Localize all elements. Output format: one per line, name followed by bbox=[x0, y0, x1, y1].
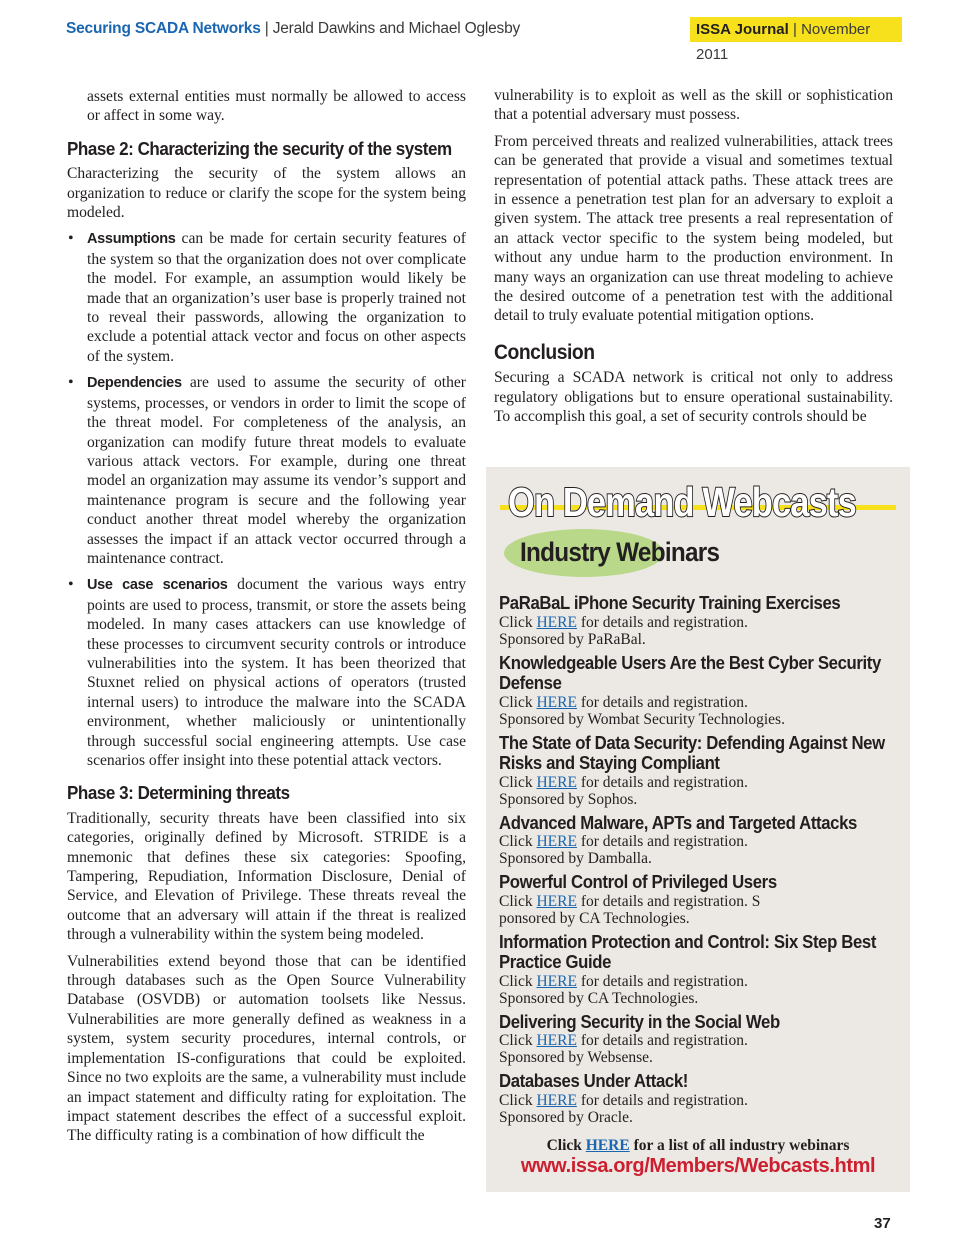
bullet-use-case-scenarios bbox=[67, 575, 466, 770]
here-link[interactable]: HERE bbox=[536, 972, 577, 990]
bullet-term: Use case scenarios bbox=[87, 577, 228, 594]
right-paragraph-1: vulnerability is to exploit as well as the skill or sophistication that a potential adversary must possess. bbox=[494, 87, 893, 124]
journal-issue: November 2011 bbox=[696, 21, 871, 63]
webinar-sponsor: Sponsored by PaRaBal. bbox=[499, 630, 646, 648]
article-title: Securing SCADA Networks bbox=[66, 20, 261, 37]
registration-text: for details and registration. bbox=[576, 613, 748, 631]
click-prefix: Click bbox=[499, 892, 537, 910]
webinar-registration bbox=[499, 614, 899, 631]
webcasts-ad-box bbox=[486, 467, 910, 1192]
webinar-sponsor: Sponsored by CA Technologies. bbox=[499, 989, 699, 1007]
here-link[interactable]: HERE bbox=[536, 1091, 577, 1109]
webinar-registration bbox=[499, 1032, 899, 1049]
footer-prefix: Click bbox=[546, 1137, 586, 1154]
webinar-title: Delivering Security in the Social Web bbox=[499, 1011, 780, 1032]
webinar-item bbox=[499, 872, 899, 927]
running-header-left bbox=[66, 20, 520, 38]
header-separator: | bbox=[264, 20, 269, 37]
phase2-bullet-list bbox=[67, 229, 466, 770]
webinar-sponsor: Sponsored by Websense. bbox=[499, 1049, 653, 1066]
conclusion-heading: Conclusion bbox=[494, 340, 595, 364]
bullet-text: document the various ways entry points are used to process, transmit, or store the assets being modeled. In many cases attackers can use knowledge of these processes to circumvent security controls or introduce vulnerabilities into the system. It has been theorized that Stuxnet relied on physical actions of operators (trusted internal users) to introduce the malware into the SCADA environment, whether maliciously or unintentionally through successful social engineering attempts. Use case scenarios offer insight into these potential attack vectors. bbox=[87, 576, 466, 769]
phase3-paragraph-2: Vulnerabilities extend beyond those that can be identified through databases such as the Open Source Vulnerability Database (OSVDB) or automation toolsets like Nessus. Vulnerabilities are more generally defined as weakness in a system, system security procedures, internal controls, or implementation IS-configurations that could be exploited. Since no two exploits are the same, a vulnerability must include an impact statement and difficulty rating for exploitation. The impact statement describes the effect of a successful exploit. The difficulty rating is a combination of how difficult the bbox=[67, 952, 466, 1145]
journal-separator: | bbox=[792, 21, 797, 38]
registration-text: for details and registration. bbox=[576, 1091, 748, 1109]
webinar-item bbox=[499, 1071, 899, 1126]
registration-text: for details and registration. bbox=[576, 833, 748, 850]
webinar-registration bbox=[499, 973, 899, 990]
webinar-sponsor: Sponsored by Oracle. bbox=[499, 1108, 633, 1126]
phase2-heading: Phase 2: Characterizing the security of the system bbox=[67, 137, 452, 159]
webinar-registration bbox=[499, 833, 899, 850]
webinar-title: Information Protection and Control: Six Step Best Practice Guide bbox=[499, 931, 877, 972]
registration-text: for details and registration. S bbox=[576, 892, 761, 910]
webinar-item bbox=[499, 932, 899, 1007]
registration-text: for details and registration. bbox=[576, 773, 748, 791]
click-prefix: Click bbox=[499, 693, 537, 711]
webinar-title: PaRaBaL iPhone Security Training Exercises bbox=[499, 593, 841, 613]
phase3-paragraph-1: Traditionally, security threats have been classified into six categories, originally defined by Microsoft. STRIDE is a mnemonic that defines these six categories: Spoofing, Tampering, Repudiation, Information Disclosure, Denial of Service, and Elevation of Privilege. These threats reveal the outcome that an adversary will attain if the threat is realized through a vulnerability within the system being modeled. bbox=[67, 809, 466, 944]
webinar-registration bbox=[499, 1092, 899, 1109]
all-webinars-here-link[interactable]: HERE bbox=[585, 1137, 630, 1154]
webinars-subtitle: Industry Webinars bbox=[520, 537, 720, 567]
here-link[interactable]: HERE bbox=[536, 773, 577, 791]
registration-text: for details and registration. bbox=[576, 693, 748, 711]
phase3-heading: Phase 3: Determining threats bbox=[67, 782, 290, 804]
webinar-item bbox=[499, 733, 899, 808]
webinar-title: Powerful Control of Privileged Users bbox=[499, 872, 777, 892]
webinar-title: Advanced Malware, APTs and Targeted Attacks bbox=[499, 812, 857, 833]
lead-paragraph: assets external entities must normally be allowed to access or affect in some way. bbox=[87, 88, 466, 125]
click-prefix: Click bbox=[499, 1091, 537, 1109]
here-link[interactable]: HERE bbox=[536, 833, 577, 850]
journal-name: ISSA Journal bbox=[696, 21, 789, 38]
registration-text: for details and registration. bbox=[576, 1032, 748, 1049]
left-column bbox=[67, 87, 466, 1153]
webinar-sponsor: Sponsored by Damballa. bbox=[499, 850, 652, 867]
webinar-registration bbox=[499, 774, 899, 791]
webinar-sponsor: Sponsored by Wombat Security Technologies. bbox=[499, 710, 785, 728]
footer-suffix: for a list of all industry webinars bbox=[629, 1137, 850, 1154]
webinar-sponsor: ponsored by CA Technologies. bbox=[499, 909, 690, 927]
click-prefix: Click bbox=[499, 613, 537, 631]
click-prefix: Click bbox=[499, 773, 537, 791]
webinar-title: Knowledgeable Users Are the Best Cyber Security Defense bbox=[499, 652, 881, 693]
webcasts-banner: On Demand Webcasts bbox=[508, 479, 856, 525]
all-webinars-line bbox=[486, 1137, 910, 1155]
bullet-text: can be made for certain security features of the system so that the organization does not over complicate the model. For example, an assumption would likely be made that an organization’s user base is properly trained not to reveal their passwords, allowing the organization to exclude a potential attack vector and focus on other aspects of the system. bbox=[87, 230, 466, 365]
webinar-registration bbox=[499, 694, 899, 711]
webcasts-url[interactable]: www.issa.org/Members/Webcasts.html bbox=[520, 1155, 876, 1177]
article-authors: Jerald Dawkins and Michael Oglesby bbox=[272, 20, 521, 37]
click-prefix: Click bbox=[499, 1032, 537, 1049]
right-paragraph-2: From perceived threats and realized vulnerabilities, attack trees can be generated that provide a visual and sometimes textual representation of potential attack paths. These attack trees are in essence a penetration test plan for an adversary to exploit a given system. The attack tree presents a real representation of an attack vector specific to the system being modeled, but without any undue harm to the production environment. In many ways an organization can use threat modeling to achieve the desired outcome of a penetration test with the additional detail to truly evaluate potential mitigation options. bbox=[494, 132, 893, 325]
registration-text: for details and registration. bbox=[576, 972, 748, 990]
bullet-text: are used to assume the security of other systems, processes, or vendors in order to limit the scope of the threat model. For completeness of the analysis, an organization can modify future threat models to evaluate various attack vectors. For example, during one threat model an organization may assume its vendor’s support and maintenance program is secure and the following year conduct another threat model whereby the organization assesses the impact if an attack vector occurred through a maintenance contract. bbox=[87, 374, 466, 567]
webinar-list bbox=[499, 593, 899, 1131]
webinar-sponsor: Sponsored by Sophos. bbox=[499, 790, 638, 808]
phase2-intro: Characterizing the security of the system allows an organization to reduce or clarify the scope for the system being modeled. bbox=[67, 165, 466, 222]
page-number: 37 bbox=[874, 1215, 891, 1232]
conclusion-paragraph: Securing a SCADA network is critical not only to address regulatory obligations but to ensure operational sustainability. To accomplish this goal, a set of security controls should be bbox=[494, 369, 893, 426]
webinar-title: Databases Under Attack! bbox=[499, 1071, 688, 1091]
bullet-assumptions bbox=[67, 229, 466, 366]
here-link[interactable]: HERE bbox=[536, 1032, 577, 1049]
webinar-item bbox=[499, 813, 899, 868]
here-link[interactable]: HERE bbox=[536, 613, 577, 631]
webinar-item bbox=[499, 653, 899, 728]
here-link[interactable]: HERE bbox=[536, 892, 577, 910]
webinar-title: The State of Data Security: Defending Against New Risks and Staying Compliant bbox=[499, 732, 885, 773]
webinar-item bbox=[499, 593, 899, 648]
webinar-item bbox=[499, 1012, 899, 1067]
click-prefix: Click bbox=[499, 972, 537, 990]
right-column bbox=[494, 86, 893, 434]
here-link[interactable]: HERE bbox=[536, 693, 577, 711]
bullet-term: Assumptions bbox=[87, 231, 176, 248]
click-prefix: Click bbox=[499, 833, 537, 850]
webinar-registration bbox=[499, 893, 899, 910]
bullet-term: Dependencies bbox=[87, 375, 182, 392]
journal-tab bbox=[690, 17, 902, 63]
bullet-dependencies bbox=[67, 373, 466, 568]
